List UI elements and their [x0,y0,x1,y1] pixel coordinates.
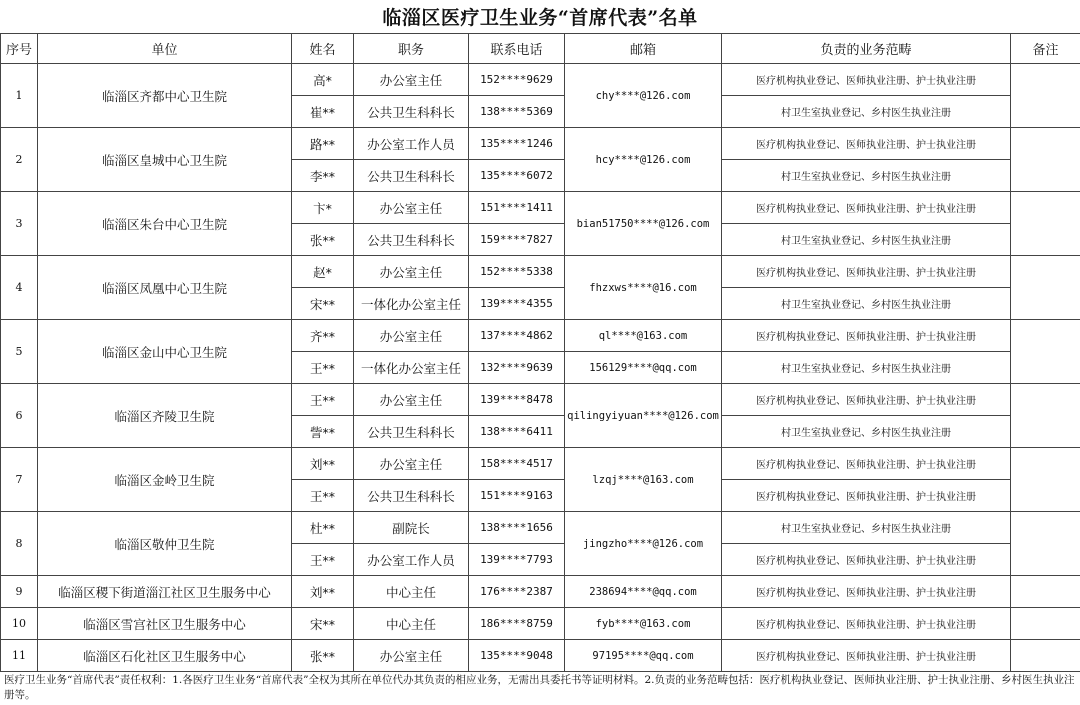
representatives-table [0,33,1080,672]
person-phone: 139****4355 [469,288,565,320]
header-remark: 备注 [1011,34,1080,64]
table-body [1,64,1080,672]
remark-cell [1011,64,1080,128]
row-number: 3 [1,192,38,256]
person-phone: 151****9163 [469,480,565,512]
person-name: 宋** [292,608,354,640]
person-phone: 132****9639 [469,352,565,384]
unit-name: 临淄区齐陵卫生院 [38,384,292,448]
person-position: 公共卫生科科长 [354,96,469,128]
email-cell: chy****@126.com [565,64,722,128]
header-email: 邮箱 [565,34,722,64]
email-cell: lzqj****@163.com [565,448,722,512]
business-scope: 村卫生室执业登记、乡村医生执业注册 [722,416,1011,448]
business-scope: 医疗机构执业登记、医师执业注册、护士执业注册 [722,576,1011,608]
business-scope: 医疗机构执业登记、医师执业注册、护士执业注册 [722,256,1011,288]
person-name: 齐** [292,320,354,352]
unit-name: 临淄区敬仲卫生院 [38,512,292,576]
remark-cell [1011,192,1080,256]
person-name: 王** [292,352,354,384]
table-row [1,448,1080,480]
email-cell: hcy****@126.com [565,128,722,192]
person-name: 赵* [292,256,354,288]
row-number: 8 [1,512,38,576]
business-scope: 医疗机构执业登记、医师执业注册、护士执业注册 [722,384,1011,416]
person-phone: 137****4862 [469,320,565,352]
person-phone: 176****2387 [469,576,565,608]
row-number: 4 [1,256,38,320]
person-phone: 186****8759 [469,608,565,640]
business-scope: 医疗机构执业登记、医师执业注册、护士执业注册 [722,640,1011,672]
email-cell: bian51750****@126.com [565,192,722,256]
unit-name: 临淄区朱台中心卫生院 [38,192,292,256]
table-row [1,320,1080,352]
table-row [1,256,1080,288]
person-phone: 151****1411 [469,192,565,224]
header-scope: 负责的业务范畴 [722,34,1011,64]
person-position: 办公室主任 [354,192,469,224]
business-scope: 村卫生室执业登记、乡村医生执业注册 [722,512,1011,544]
person-name: 刘** [292,448,354,480]
remark-cell [1011,608,1080,640]
email-cell: fyb****@163.com [565,608,722,640]
person-position: 办公室主任 [354,64,469,96]
person-position: 公共卫生科科长 [354,480,469,512]
person-name: 王** [292,480,354,512]
header-name: 姓名 [292,34,354,64]
person-position: 办公室主任 [354,448,469,480]
person-phone: 138****6411 [469,416,565,448]
remark-cell [1011,256,1080,320]
business-scope: 医疗机构执业登记、医师执业注册、护士执业注册 [722,320,1011,352]
row-number: 1 [1,64,38,128]
business-scope: 村卫生室执业登记、乡村医生执业注册 [722,288,1011,320]
person-position: 中心主任 [354,576,469,608]
person-position: 公共卫生科科长 [354,224,469,256]
header-no: 序号 [1,34,38,64]
table-row [1,640,1080,672]
person-phone: 152****9629 [469,64,565,96]
person-position: 办公室主任 [354,256,469,288]
person-phone: 152****5338 [469,256,565,288]
business-scope: 医疗机构执业登记、医师执业注册、护士执业注册 [722,480,1011,512]
email-cell: 156129****@qq.com [565,352,722,384]
person-name: 刘** [292,576,354,608]
remark-cell [1011,320,1080,384]
person-position: 办公室主任 [354,640,469,672]
table-row [1,512,1080,544]
row-number: 9 [1,576,38,608]
row-number: 10 [1,608,38,640]
remark-cell [1011,512,1080,576]
document-title: 临淄区医疗卫生业务“首席代表”名单 [382,7,698,29]
table-row [1,64,1080,96]
business-scope: 村卫生室执业登记、乡村医生执业注册 [722,160,1011,192]
remark-cell [1011,384,1080,448]
person-name: 李** [292,160,354,192]
unit-name: 临淄区雪宫社区卫生服务中心 [38,608,292,640]
person-phone: 135****1246 [469,128,565,160]
person-name: 卞* [292,192,354,224]
unit-name: 临淄区石化社区卫生服务中心 [38,640,292,672]
person-phone: 138****5369 [469,96,565,128]
person-position: 办公室主任 [354,384,469,416]
business-scope: 村卫生室执业登记、乡村医生执业注册 [722,352,1011,384]
row-number: 2 [1,128,38,192]
unit-name: 临淄区凤凰中心卫生院 [38,256,292,320]
row-number: 11 [1,640,38,672]
row-number: 7 [1,448,38,512]
remark-cell [1011,448,1080,512]
person-name: 訾** [292,416,354,448]
email-cell: 97195****@qq.com [565,640,722,672]
table-row [1,128,1080,160]
person-phone: 139****8478 [469,384,565,416]
header-row [1,34,1080,64]
person-name: 路** [292,128,354,160]
person-position: 一体化办公室主任 [354,352,469,384]
person-phone: 135****9048 [469,640,565,672]
table-row [1,192,1080,224]
email-cell: fhzxws****@16.com [565,256,722,320]
person-name: 杜** [292,512,354,544]
person-phone: 158****4517 [469,448,565,480]
row-number: 5 [1,320,38,384]
remark-cell [1011,640,1080,672]
email-cell: 238694****@qq.com [565,576,722,608]
header-unit: 单位 [38,34,292,64]
person-phone: 139****7793 [469,544,565,576]
remark-cell [1011,128,1080,192]
unit-name: 临淄区金山中心卫生院 [38,320,292,384]
row-number: 6 [1,384,38,448]
business-scope: 医疗机构执业登记、医师执业注册、护士执业注册 [722,128,1011,160]
person-position: 公共卫生科科长 [354,416,469,448]
person-position: 办公室工作人员 [354,544,469,576]
person-phone: 138****1656 [469,512,565,544]
business-scope: 村卫生室执业登记、乡村医生执业注册 [722,224,1011,256]
person-position: 中心主任 [354,608,469,640]
person-position: 公共卫生科科长 [354,160,469,192]
table-row [1,576,1080,608]
email-cell: qilingyiyuan****@126.com [565,384,722,448]
business-scope: 村卫生室执业登记、乡村医生执业注册 [722,96,1011,128]
unit-name: 临淄区稷下街道淄江社区卫生服务中心 [38,576,292,608]
unit-name: 临淄区金岭卫生院 [38,448,292,512]
email-cell: ql****@163.com [565,320,722,352]
remark-cell [1011,576,1080,608]
person-name: 高* [292,64,354,96]
person-position: 办公室工作人员 [354,128,469,160]
person-phone: 159****7827 [469,224,565,256]
table-row [1,608,1080,640]
person-position: 一体化办公室主任 [354,288,469,320]
person-name: 王** [292,544,354,576]
business-scope: 医疗机构执业登记、医师执业注册、护士执业注册 [722,608,1011,640]
person-name: 王** [292,384,354,416]
business-scope: 医疗机构执业登记、医师执业注册、护士执业注册 [722,64,1011,96]
unit-name: 临淄区皇城中心卫生院 [38,128,292,192]
person-name: 张** [292,224,354,256]
business-scope: 医疗机构执业登记、医师执业注册、护士执业注册 [722,192,1011,224]
business-scope: 医疗机构执业登记、医师执业注册、护士执业注册 [722,448,1011,480]
header-position: 职务 [354,34,469,64]
business-scope: 医疗机构执业登记、医师执业注册、护士执业注册 [722,544,1011,576]
email-cell: jingzho****@126.com [565,512,722,576]
footnote: 医疗卫生业务“首席代表”责任权利：1.各医疗卫生业务“首席代表”全权为其所在单位代办其负责的相应业务，无需出具委托书等证明材料。2.负责的业务范畴包括：医疗机构执业登记、医师执业注册、护士执业注册、乡村医生执业注册等。 [4,674,1075,701]
unit-name: 临淄区齐都中心卫生院 [38,64,292,128]
table-row [1,384,1080,416]
header-phone: 联系电话 [469,34,565,64]
person-phone: 135****6072 [469,160,565,192]
person-position: 副院长 [354,512,469,544]
person-name: 张** [292,640,354,672]
person-position: 办公室主任 [354,320,469,352]
person-name: 崔** [292,96,354,128]
person-name: 宋** [292,288,354,320]
